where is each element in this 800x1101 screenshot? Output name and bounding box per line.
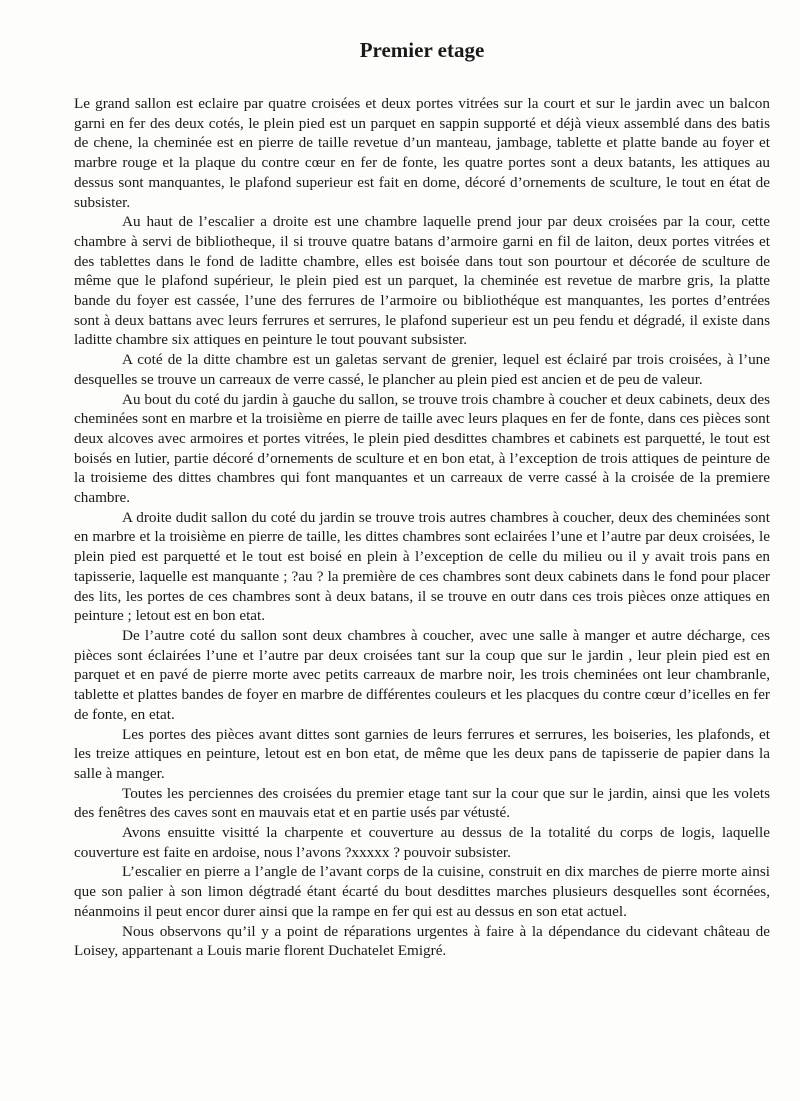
- paragraph-chambres-gauche: Au bout du coté du jardin à gauche du sallon, se trouve trois chambre à coucher et deux cabinets, deux des cheminées sont en marbre et la troisième en pierre de taille avec leurs plaques en fer de fonte, dans ces pièces sont deux alcoves avec armoires et portes vitrées, le plein pied desdittes chambres et cabinets est parquetté, le tout est boisés en lutier, partie décoré d’ornements de sculture et en bon etat, à l’exception de trois attiques de peinture de la troisieme des dittes chambres qui font manquantes et un carreaux de verre cassé à la croisée de la premiere chambre.: [74, 390, 770, 507]
- paragraph-galetas: A coté de la ditte chambre est un galetas servant de grenier, lequel est éclairé par trois croisées, à l’une desquelles se trouve un carreaux de verre cassé, le plancher au plein pied est ancien et de peu de valeur.: [74, 351, 770, 388]
- paragraph-conclusion: Nous observons qu’il y a point de réparations urgentes à faire à la dépendance du cidevant château de Loisey, appartenant a Louis marie florent Duchatelet Emigré.: [74, 922, 770, 960]
- paragraph-portes: Les portes des pièces avant dittes sont garnies de leurs ferrures et serrures, les boiseries, les plafonds, et les treize attiques en peinture, letout est en bon etat, de même que les deux pans de tapisserie de papier dans la salle à manger.: [74, 725, 770, 782]
- paragraph-chambres-droite: A droite dudit sallon du coté du jardin se trouve trois autres chambres à coucher, deux des cheminées sont en marbre et la troisième en pierre de taille, les dittes chambres sont eclairées l’une et l’autre par deux croisées, le plein pied est parquetté et le tout est boisé en plein à l’exception de celle du milieu ou il y avait trois pans en tapisserie, laquelle est manquante ; ?au ? la première de ces chambres sont deux cabinets dans le fond pour placer des lits, les portes de ces chambres sont à deux batans, il se trouve en outr dans ces trois pièces onze attiques en peinture ; letout est en bon etat.: [74, 508, 770, 625]
- paragraph-escalier: L’escalier en pierre a l’angle de l’avant corps de la cuisine, construit en dix marches de pierre morte ainsi que son palier à son limon dégtradé étant écarté du bout desdittes marches plusieurs desquelles sont écornées, néanmoins il peut encor durer ainsi que la rampe en fer qui est au dessus en son etat actuel.: [74, 863, 770, 920]
- paragraph-perciennes: Toutes les perciennes des croisées du premier etage tant sur la cour que sur le jardin, ainsi que les volets des fenêtres des caves sont en mauvais etat et en partie usés par vétusté.: [74, 784, 770, 822]
- paragraph-bibliotheque: Au haut de l’escalier a droite est une chambre laquelle prend jour par deux croisées par la cour, cette chambre à servi de bibliotheque, il si trouve quatre batans d’armoire garni en fil de laiton, deux portes vitrées et des tablettes dans le fond de laditte chambre, elles est boisée dans tout son pourtour et décorée de sculture de même que le plafond supérieur, le plein pied est un parquet, la cheminée est revetue de marbre gris, la platte bande du foyer est cassée, l’une des ferrures de l’armoire ou bibliothéque est manquantes, les portes d’entrées sont à deux battans avec leurs ferrures et serrures, le plafond superieur est un peu fendu et dégradé, il existe dans laditte chambre six attiques en peinture le tout pouvant subsister.: [74, 213, 770, 349]
- page-title: Premier etage: [359, 38, 485, 62]
- document-body: [74, 94, 770, 961]
- paragraph-charpente: Avons ensuitte visitté la charpente et couverture au dessus de la totalité du corps de logis, laquelle couverture est faite en ardoise, nous l’avons ?xxxxx ? pouvoir subsister.: [74, 824, 770, 861]
- paragraph-salle-a-manger: De l’autre coté du sallon sont deux chambres à coucher, avec une salle à manger et autre décharge, ces pièces sont éclairées l’une et l’autre par deux croisées tant sur la coup que sur le jardin , leur plein pied est en parquet et en pavé de pierre morte avec petits carreaux de marbre noir, les trois cheminées ont leur chambranle, tablette et plattes bandes de foyer en marbre de différentes couleurs et les placques du contre cœur d’icelles en fer de fonte, en etat.: [74, 626, 770, 723]
- paragraph-grand-sallon: Le grand sallon est eclaire par quatre croisées et deux portes vitrées sur la court et sur le jardin avec un balcon garni en fer des deux cotés, le plein pied est un parquet en sappin supporté et déjà vieux assemblé dans des batis de chene, la cheminée est en pierre de taille revetue d’un manteau, jambage, tablette et platte bande au foyer et marbre rouge et la plaque du contre cœur en fer de fonte, les quatre portes sont a deux batants, les attiques au dessus sont manquantes, le plafond superieur est fait en dome, décoré d’ornements de sculture, le tout en état de subsister.: [74, 95, 770, 211]
